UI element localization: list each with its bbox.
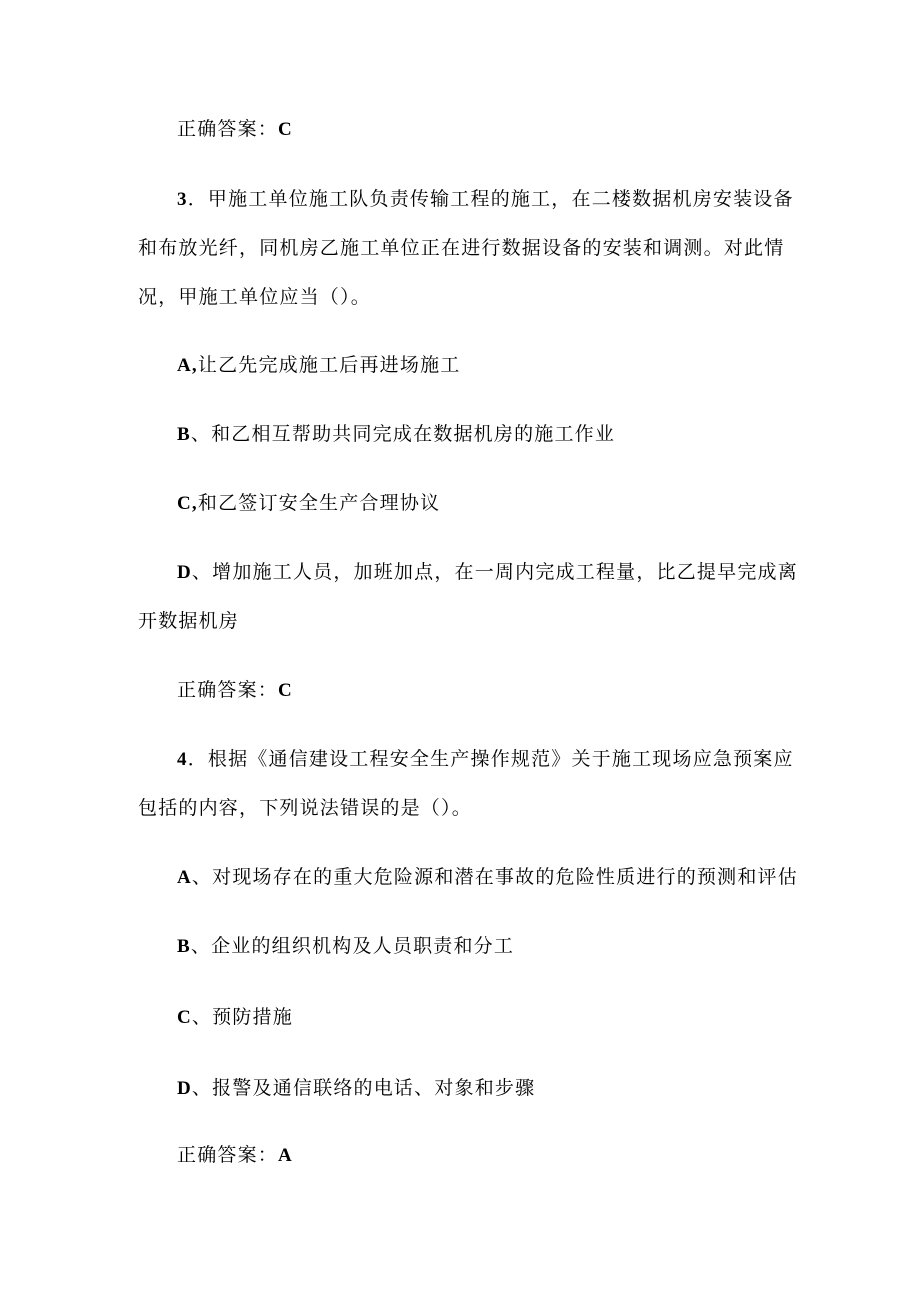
question-3-option-a <box>177 356 460 375</box>
question-3-option-c <box>177 494 440 513</box>
option-letter: C <box>177 493 192 514</box>
question-text: ．甲施工单位施工队负责传输工程的施工，在二楼数据机房安装设备 <box>187 188 794 210</box>
answer-label: 正确答案： <box>177 118 279 140</box>
option-letter: D <box>177 562 192 583</box>
option-text: 和乙签订安全生产合理协议 <box>197 492 441 514</box>
question-4-option-a <box>177 868 798 887</box>
question-4-option-d <box>177 1079 535 1098</box>
question-4-line-1 <box>177 750 794 769</box>
answer-label: 正确答案： <box>177 1144 279 1166</box>
answer-value: C <box>278 680 293 701</box>
question-3-line-3: 况，甲施工单位应当（）。 <box>138 286 371 308</box>
option-text: 企业的组织机构及人员职责和分工 <box>211 935 515 957</box>
option-separator: 、 <box>190 935 212 957</box>
question-number: 3 <box>177 189 188 210</box>
option-letter: D <box>177 1078 192 1099</box>
option-text: 让乙先完成施工后再进场施工 <box>197 354 461 376</box>
option-letter: B <box>177 936 191 957</box>
question-text: ．根据《通信建设工程安全生产操作规范》关于施工现场应急预案应 <box>187 748 794 770</box>
answer-value: C <box>278 119 293 140</box>
option-text: 预防措施 <box>212 1006 293 1028</box>
question-3-option-d-continuation: 开数据机房 <box>138 610 240 632</box>
question-3-option-b <box>177 425 615 444</box>
answer-label: 正确答案： <box>177 679 279 701</box>
option-text: 对现场存在的重大危险源和潜在事故的危险性质进行的预测和评估 <box>212 866 798 888</box>
question-number: 4 <box>177 749 188 770</box>
answer-line <box>177 120 293 139</box>
question-3-line-1 <box>177 190 794 209</box>
option-separator: 、 <box>191 866 213 888</box>
option-letter: A <box>177 355 192 376</box>
question-3-line-2: 和布放光纤，同机房乙施工单位正在进行数据设备的安装和调测。对此情 <box>138 237 785 259</box>
question-4-option-b <box>177 937 514 956</box>
option-separator: 、 <box>191 1077 213 1099</box>
answer-line <box>177 1146 293 1165</box>
answer-value: A <box>278 1145 293 1166</box>
option-separator: , <box>191 355 198 376</box>
option-letter: C <box>177 1007 192 1028</box>
answer-line <box>177 681 293 700</box>
option-separator: , <box>191 493 198 514</box>
option-text: 和乙相互帮助共同完成在数据机房的施工作业 <box>211 423 616 445</box>
option-text: 增加施工人员，加班加点，在一周内完成工程量，比乙提早完成离 <box>212 561 798 583</box>
option-separator: 、 <box>191 561 213 583</box>
question-3-option-d <box>177 563 798 582</box>
question-4-option-c <box>177 1008 293 1027</box>
option-separator: 、 <box>191 1006 213 1028</box>
option-letter: B <box>177 424 191 445</box>
option-text: 报警及通信联络的电话、对象和步骤 <box>212 1077 536 1099</box>
question-4-line-2: 包括的内容，下列说法错误的是（）。 <box>138 797 472 819</box>
option-letter: A <box>177 867 192 888</box>
option-separator: 、 <box>190 423 212 445</box>
